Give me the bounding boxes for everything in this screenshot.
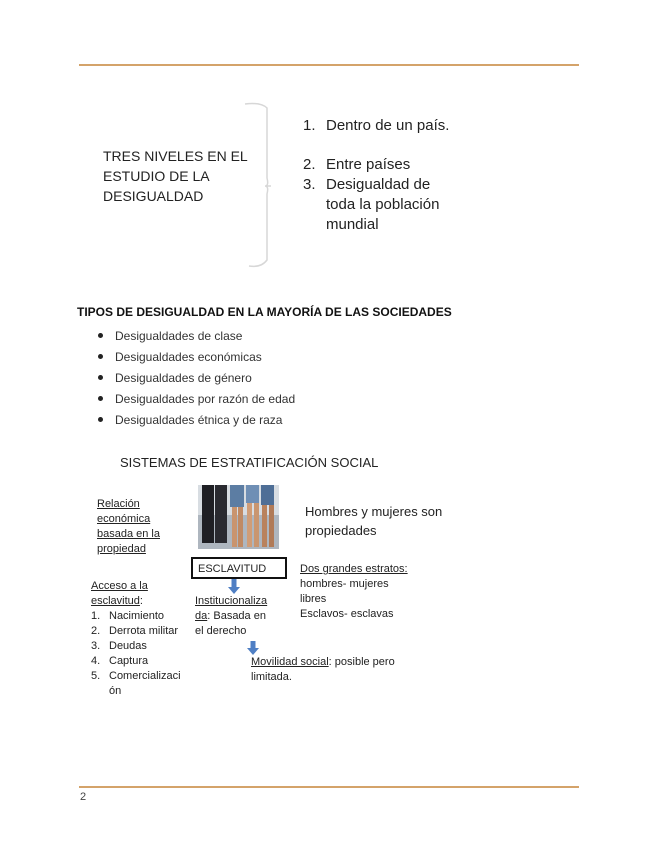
page-number: 2 [80, 791, 87, 803]
list-item [91, 669, 181, 699]
list-item-number: 2. [91, 625, 101, 637]
arrow-down-icon [247, 641, 259, 656]
list-item [96, 370, 295, 391]
types-heading: TIPOS DE DESIGUALDAD EN LA MAYORÍA DE LAS SOCIEDADES [77, 305, 452, 319]
stratification-title: SISTEMAS DE ESTRATIFICACIÓN SOCIAL [120, 455, 379, 470]
list-item-number: 4. [91, 655, 101, 667]
mobility-label: Movilidad social [251, 656, 329, 668]
levels-item [303, 175, 463, 235]
levels-item-number: 3. [303, 176, 316, 193]
list-item-text: Derrota militar [109, 625, 179, 637]
mobility-rest: : posible pero limitada. [251, 656, 395, 683]
list-item-text: Desigualdades económicas [115, 350, 262, 364]
causes-list [91, 609, 186, 699]
institutional-label: Institucionaliza da [195, 595, 268, 622]
list-item-text: Deudas [109, 640, 147, 652]
levels-item-text: Dentro de un país. [326, 117, 450, 134]
access-label: Acceso a la esclavitud [91, 580, 148, 607]
institutional-rest: : Basada en el derecho [195, 610, 266, 637]
list-item-text: Captura [109, 655, 149, 667]
list-item-text: Nacimiento [109, 610, 165, 622]
list-item-text: Desigualdades por razón de edad [115, 392, 296, 406]
legs-photo-icon [198, 485, 279, 549]
access-text [91, 579, 186, 609]
levels-item [303, 116, 463, 136]
levels-item [303, 155, 463, 175]
strata-line: hombres- mujeres libres [300, 578, 389, 605]
bullet-icon [98, 417, 103, 422]
list-item [96, 349, 295, 370]
strata-line: Esclavos- esclavas [300, 608, 394, 620]
list-item-text: Desigualdades de clase [115, 329, 243, 343]
list-item [96, 412, 295, 433]
list-item [91, 639, 186, 654]
levels-item-text: Entre países [326, 156, 411, 173]
strata-text [300, 562, 410, 622]
mobility-text [251, 655, 406, 685]
list-item-text: Desigualdades de género [115, 371, 252, 385]
list-item [96, 391, 295, 412]
slaves-photo [198, 485, 279, 549]
list-item [96, 328, 295, 349]
list-item [91, 624, 186, 639]
access-colon: : [139, 595, 143, 607]
levels-item-number: 2. [303, 156, 316, 173]
brace-icon [243, 100, 283, 270]
bullet-icon [98, 396, 103, 401]
list-item [91, 654, 186, 669]
header-rule [79, 64, 579, 66]
levels-list [303, 116, 463, 235]
slavery-box: ESCLAVITUD [191, 557, 287, 579]
property-text: Hombres y mujeres son propiedades [305, 504, 443, 538]
levels-title: TRES NIVELES EN EL ESTUDIO DE LA DESIGUALDAD [103, 148, 248, 204]
institutional-text [195, 594, 275, 639]
list-item-number: 5. [91, 670, 101, 682]
list-item [91, 609, 186, 624]
strata-label: Dos grandes estratos: [300, 563, 408, 575]
bullet-icon [98, 333, 103, 338]
levels-item-number: 1. [303, 117, 316, 134]
list-item-number: 3. [91, 640, 101, 652]
list-item-text: Desigualdades étnica y de raza [115, 413, 283, 427]
relation-text: Relación económica basada en la propiedad [97, 498, 160, 555]
types-list [96, 328, 295, 433]
list-item-text: Comercializaci ón [109, 670, 181, 697]
bullet-icon [98, 375, 103, 380]
footer-rule [79, 786, 579, 788]
list-item-number: 1. [91, 610, 101, 622]
levels-item-text: Desigualdad de toda la población mundial [326, 176, 440, 233]
bullet-icon [98, 354, 103, 359]
arrow-down-icon [228, 579, 240, 595]
